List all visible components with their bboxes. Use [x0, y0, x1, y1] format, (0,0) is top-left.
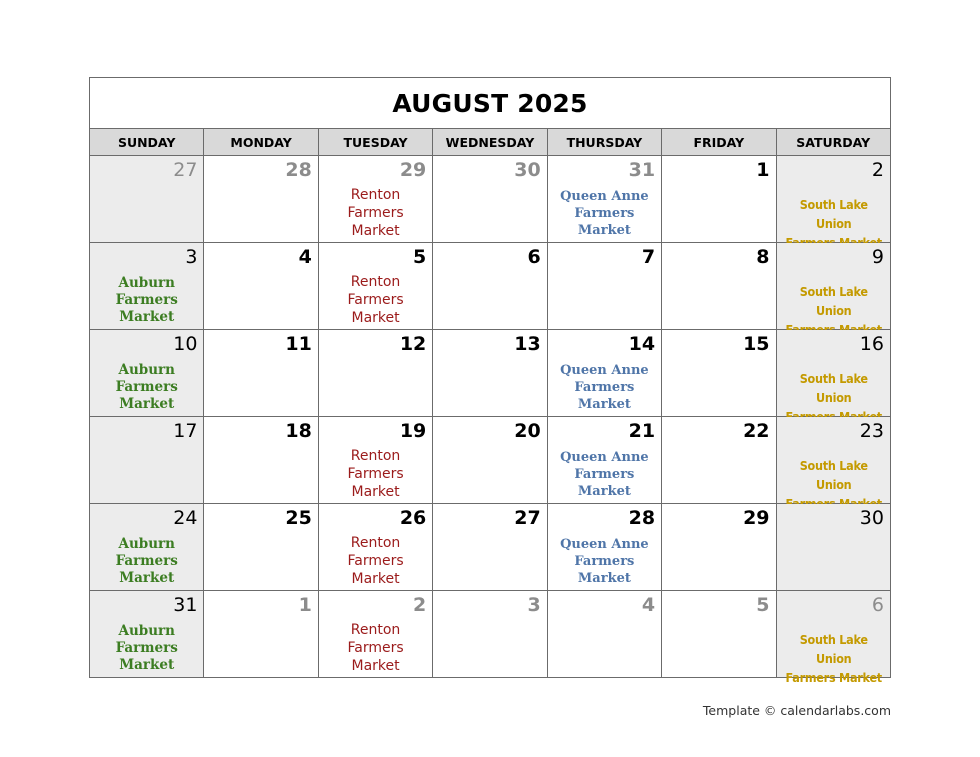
event-label: Renton Farmers Market	[347, 448, 404, 500]
calendar-week-row	[90, 156, 890, 243]
day-number: 17	[173, 420, 198, 442]
day-number: 30	[859, 507, 884, 529]
day-number: 2	[871, 159, 884, 181]
day-cell	[90, 591, 203, 677]
event-label: South Lake Union	[799, 458, 868, 492]
event-label: Queen Anne Farmers Market	[560, 450, 649, 499]
day-cell	[432, 504, 546, 590]
day-number: 29	[743, 507, 770, 529]
weekday-header: SATURDAY	[776, 129, 890, 155]
day-cell	[776, 156, 890, 242]
day-cell	[432, 417, 546, 503]
day-number: 9	[871, 246, 884, 268]
day-number: 27	[514, 507, 541, 529]
day-cell	[203, 330, 317, 416]
weekday-header: THURSDAY	[547, 129, 661, 155]
day-number: 1	[298, 594, 312, 616]
day-number: 23	[859, 420, 884, 442]
day-number: 4	[641, 594, 656, 616]
day-cell	[318, 417, 432, 503]
day-number: 8	[756, 246, 770, 268]
day-number: 6	[871, 594, 884, 616]
day-cell	[661, 417, 775, 503]
day-cell	[432, 243, 546, 329]
event-label: Auburn Farmers Market	[115, 275, 178, 325]
day-number: 5	[756, 594, 770, 616]
event-label: Queen Anne Farmers Market	[560, 189, 649, 238]
day-number: 2	[413, 594, 427, 616]
day-cell	[547, 591, 661, 677]
day-number: 10	[173, 333, 198, 355]
day-cell	[318, 591, 432, 677]
day-number: 31	[173, 594, 198, 616]
day-cell	[776, 417, 890, 503]
day-cell	[432, 330, 546, 416]
day-cell	[203, 504, 317, 590]
event-label: South Lake Union	[799, 371, 868, 405]
day-number: 7	[641, 246, 656, 268]
weekday-header: FRIDAY	[661, 129, 775, 155]
day-cell	[203, 417, 317, 503]
event-label: South Lake Union	[799, 284, 868, 318]
day-number: 4	[298, 246, 312, 268]
day-number: 15	[743, 333, 770, 355]
event-label: Renton Farmers Market	[347, 274, 404, 326]
event-label: South Lake Union Farmers Market	[785, 632, 882, 685]
day-cell	[547, 417, 661, 503]
calendar	[89, 77, 891, 685]
day-cell	[547, 504, 661, 590]
day-number: 28	[628, 507, 656, 529]
day-cell	[90, 504, 203, 590]
day-cell	[547, 243, 661, 329]
weekday-header: SUNDAY	[117, 135, 176, 150]
day-cell	[318, 330, 432, 416]
day-cell	[318, 504, 432, 590]
day-cell	[203, 156, 317, 242]
day-number: 16	[859, 333, 884, 355]
day-number: 28	[285, 159, 312, 181]
event-label: Renton Farmers Market	[347, 187, 404, 239]
day-number: 1	[756, 159, 770, 181]
event-label: Queen Anne Farmers Market	[560, 537, 649, 586]
day-cell	[661, 591, 775, 677]
day-cell	[661, 243, 775, 329]
day-number: 30	[514, 159, 541, 181]
event-label: Auburn Farmers Market	[115, 536, 178, 586]
day-cell	[661, 330, 775, 416]
day-number: 6	[527, 246, 541, 268]
calendar-week-row	[90, 504, 890, 591]
calendar-week-row	[90, 243, 890, 330]
day-cell	[432, 591, 546, 677]
day-number: 31	[628, 159, 656, 181]
day-cell	[776, 504, 890, 590]
calendar-week-row	[90, 591, 890, 685]
day-cell	[547, 156, 661, 242]
calendar-title: AUGUST 2025	[90, 78, 890, 129]
event-label: Auburn Farmers Market	[115, 362, 178, 412]
calendar-grid	[90, 156, 890, 685]
day-cell	[203, 591, 317, 677]
day-cell	[90, 417, 203, 503]
day-number: 25	[285, 507, 312, 529]
day-number: 26	[399, 507, 427, 529]
day-cell	[90, 156, 203, 242]
event-label: South Lake Union	[799, 197, 868, 231]
day-cell	[661, 156, 775, 242]
day-number: 27	[173, 159, 198, 181]
day-cell	[776, 591, 890, 685]
event-label: Auburn Farmers Market	[115, 623, 178, 673]
day-number: 21	[628, 420, 656, 442]
day-number: 5	[413, 246, 427, 268]
event-label: Renton Farmers Market	[347, 622, 404, 674]
day-number: 19	[399, 420, 427, 442]
day-number: 20	[514, 420, 541, 442]
day-cell	[90, 243, 203, 329]
day-number: 18	[285, 420, 312, 442]
day-cell	[661, 504, 775, 590]
day-number: 29	[399, 159, 427, 181]
event-label: Queen Anne Farmers Market	[560, 363, 649, 412]
day-number: 22	[743, 420, 770, 442]
day-number: 12	[399, 333, 427, 355]
calendar-week-row	[90, 417, 890, 504]
day-number: 24	[173, 507, 198, 529]
weekday-header: WEDNESDAY	[432, 129, 546, 155]
day-cell	[318, 156, 432, 242]
day-cell	[318, 243, 432, 329]
calendar-week-row	[90, 330, 890, 417]
weekday-header-row	[90, 129, 890, 156]
day-number: 14	[628, 333, 656, 355]
day-number: 11	[285, 333, 312, 355]
day-cell	[432, 156, 546, 242]
day-cell	[90, 330, 203, 416]
weekday-header: MONDAY	[203, 129, 317, 155]
template-credit: Template © calendarlabs.com	[702, 703, 891, 718]
day-cell	[547, 330, 661, 416]
event-label: Renton Farmers Market	[347, 535, 404, 587]
day-number: 13	[514, 333, 541, 355]
day-cell	[776, 243, 890, 329]
day-cell	[776, 330, 890, 416]
weekday-header: TUESDAY	[318, 129, 432, 155]
day-number: 3	[527, 594, 541, 616]
day-cell	[203, 243, 317, 329]
day-number: 3	[185, 246, 198, 268]
